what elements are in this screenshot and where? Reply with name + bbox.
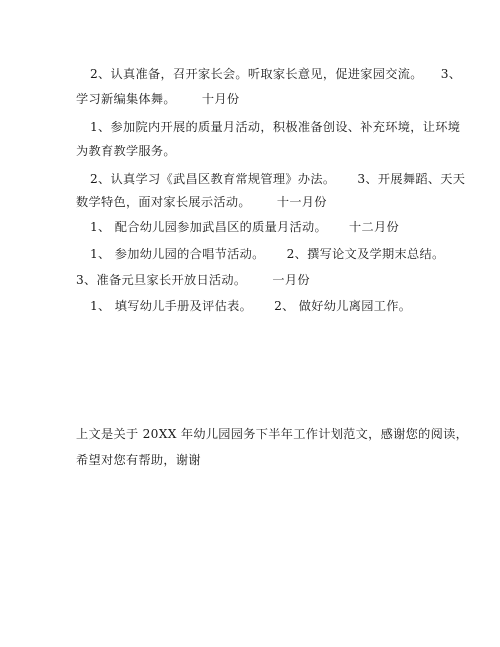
item-text: 1、 填写幼儿手册及评估表。 [90,299,253,313]
item-text: 学习新编集体舞。 [76,92,176,106]
item-text: 数学特色，面对家长展示活动。 [76,195,251,209]
paragraph-line [90,246,450,262]
item-text: 2、认真准备，召开家长会。听取家长意见，促进家园交流。 [90,67,423,81]
item-text: 1、参加院内开展的质量月活动，积极准备创设、补充环境，让环境 [90,120,461,134]
footer-line [76,426,469,442]
item-text: 2、认真学习《武昌区教育常规管理》办法。 [90,172,336,186]
item-text: 3、 [440,67,462,81]
month-heading: 十一月份 [276,195,327,209]
item-text: 为教育教学服务。 [76,144,176,158]
item-text: 2、 做好幼儿离园工作。 [274,299,412,313]
footer-line [76,452,436,468]
paragraph-line [90,219,450,235]
item-text: 3、开展舞蹈、天天 [357,172,466,186]
month-heading: 十二月份 [349,220,399,234]
paragraph-line [76,272,436,288]
month-heading: 一月份 [272,273,310,287]
paragraph-line [90,66,462,82]
paragraph-line [90,171,466,187]
paragraph-line [76,143,436,159]
item-text: 1、 配合幼儿园参加武昌区的质量月活动。 [90,220,328,234]
paragraph-line [76,91,436,107]
item-text: 2、撰写论文及学期末总结。 [286,247,445,261]
item-text: 3、准备元旦家长开放日活动。 [76,273,247,287]
paragraph-line [90,119,461,135]
item-text: 1、 参加幼儿园的合唱节活动。 [90,247,265,261]
paragraph-line [90,298,450,314]
paragraph-line [76,194,436,210]
footer-text: 上文是关于 20XX 年幼儿园园务下半年工作计划范文，感谢您的阅读， [76,427,469,441]
footer-text: 希望对您有帮助，谢谢 [76,453,201,467]
month-heading: 十月份 [201,92,240,106]
